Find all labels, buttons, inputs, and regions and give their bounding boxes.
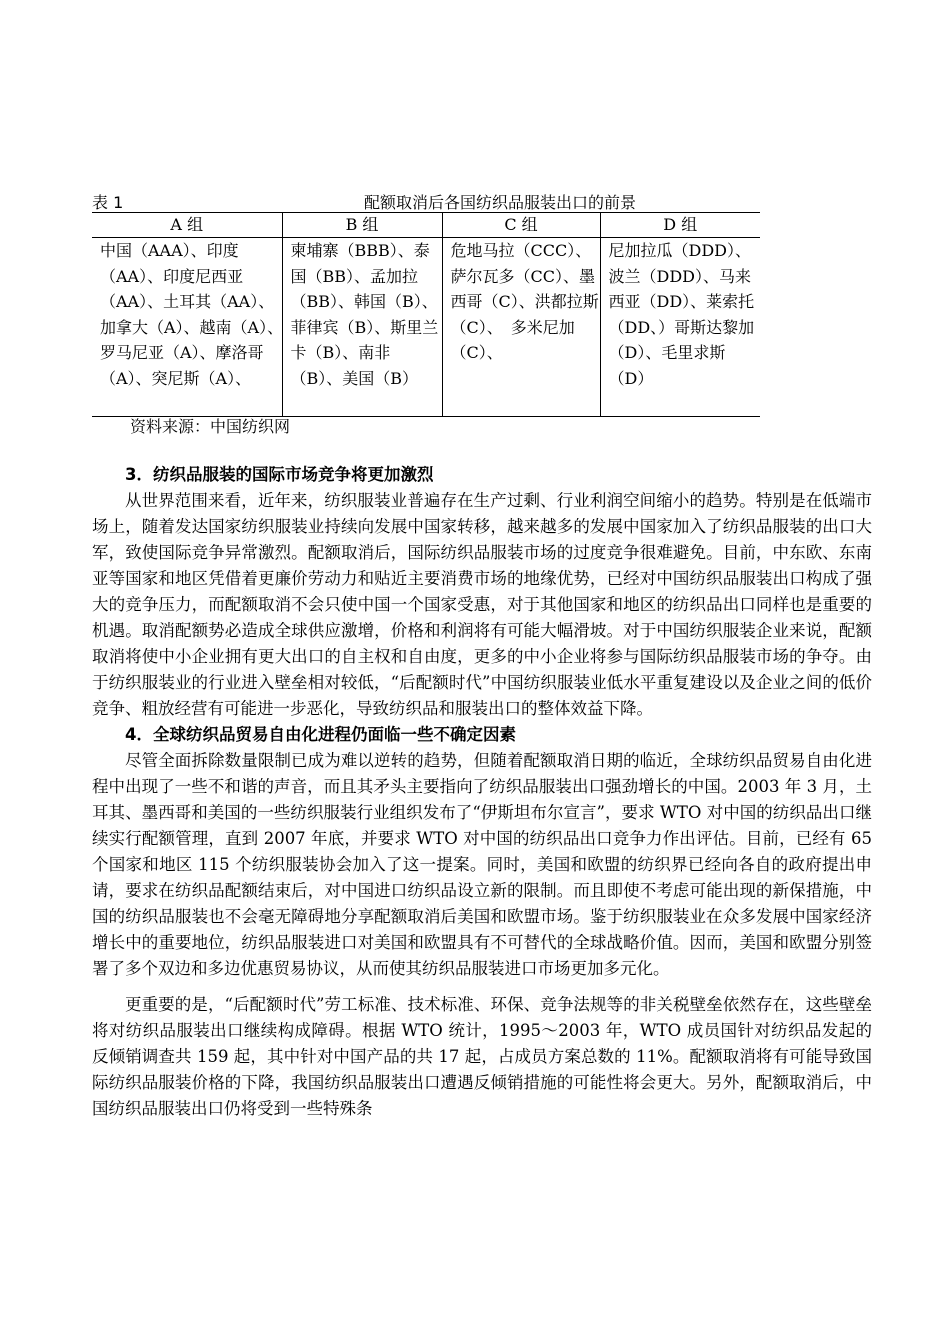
section-4-paragraph-1: 尽管全面拆除数量限制已成为难以逆转的趋势，但随着配额取消日期的临近，全球纺织品贸易自由化进程中出现了一些不和谐的声音，而且其矛头主要指向了纺织品服装出口强劲增长的中国。2003 年 3 月，土耳其、墨西哥和美国的一些纺织服装行业组织发布了“伊斯坦布尔宣言”，要求 WTO 对中国的纺织品出口继续实行配额管理，直到 2007 年底，并要求 WTO 对中国的纺织品出口竞争力作出评估。目前，已经有 65 个国家和地区 115 个纺织服装协会加入了这一提案。同时，美国和欧盟的纺织界已经向各自的政府提出申请，要求在纺织品配额结束后，对中国进口纺织品设立新的限制。而且即使不考虑可能出现的新保措施，中国的纺织品服装也不会毫无障碍地分享配额取消后美国和欧盟市场。鉴于纺织服装业在众多发展中国家经济增长中的重要地位，纺织品服装进口对美国和欧盟具有不可替代的全球战略价值。因而，美国和欧盟分别签署了多个双边和多边优惠贸易协议，从而使其纺织品服装进口市场更加多元化。 [92,751,872,978]
export-outlook-table [92,212,760,417]
cell-group-d: 尼加拉瓜（DDD）、波兰（DDD）、马来西亚（DD）、莱索托（DD、）哥斯达黎加（D）、毛里求斯（D） [600,238,760,417]
article-body [92,462,872,1122]
section-4-paragraph-2: 更重要的是，“后配额时代”劳工标准、技术标准、环保、竞争法规等的非关税壁垒依然存在，这些壁垒将对纺织品服装出口继续构成障碍。根据 WTO 统计，1995～2003 年，WTO 成员国针对纺织品发起的反倾销调查共 159 起，其中针对中国产品的共 17 起，占成员方案总数的 11%。配额取消将有可能导致国际纺织品服装价格的下降，我国纺织品服装出口遭遇反倾销措施的可能性将会更大。另外，配额取消后，中国纺织品服装出口仍将受到一些特殊条 [92,995,872,1118]
table-caption [92,190,760,212]
header-group-a: A 组 [92,213,282,238]
section-3-paragraph: 从世界范围来看，近年来，纺织服装业普遍存在生产过剩、行业利润空间缩小的趋势。特别是在低端市场上，随着发达国家纺织服装业持续向发展中国家转移，越来越多的发展中国家加入了纺织品服装的出口大军，致使国际竞争异常激烈。配额取消后，国际纺织品服装市场的过度竞争很难避免。目前，中东欧、东南亚等国家和地区凭借着更廉价劳动力和贴近主要消费市场的地缘优势，已经对中国纺织品服装出口构成了强大的竞争压力，而配额取消不会只使中国一个国家受惠，对于其他国家和地区的纺织品出口同样也是重要的机遇。取消配额势必造成全球供应激增，价格和利润将有可能大幅滑坡。对于中国纺织服装企业来说，配额取消将使中小企业拥有更大出口的自主权和自由度，更多的中小企业将参与国际纺织品服装市场的争夺。由于纺织服装业的行业进入壁垒相对较低，“后配额时代”中国纺织服装业低水平重复建设以及企业之间的低价竞争、粗放经营有可能进一步恶化，导致纺织品和服装出口的整体效益下降。 [92,491,872,718]
cell-group-b: 柬埔寨（BBB）、泰国（BB）、孟加拉（BB）、韩国（B）、菲律宾（B）、斯里兰卡（B）、南非（B）、美国（B） [282,238,442,417]
table-row [92,238,760,417]
header-group-d: D 组 [600,213,760,238]
header-group-b: B 组 [282,213,442,238]
table-number: 表 1 [92,193,124,212]
paragraph-gap [92,982,872,992]
section-3-heading: 3．纺织品服装的国际市场竞争将更加激烈 [125,465,434,484]
header-group-c: C 组 [442,213,600,238]
cell-group-a: 中国（AAA）、印度（AA）、印度尼西亚（AA）、土耳其（AA）、加拿大（A）、越南（A）、 罗马尼亚（A）、摩洛哥（A）、突尼斯（A）、 [92,238,282,417]
table-header-row [92,213,760,238]
table-title: 配额取消后各国纺织品服装出口的前景 [364,193,637,212]
table-source: 资料来源：中国纺织网 [130,417,291,436]
cell-group-c: 危地马拉（CCC）、萨尔瓦多（CC）、墨西哥（C）、洪都拉斯（C）、 多米尼加（C）、 [442,238,600,417]
section-4-heading: 4．全球纺织品贸易自由化进程仍面临一些不确定因素 [125,725,516,744]
